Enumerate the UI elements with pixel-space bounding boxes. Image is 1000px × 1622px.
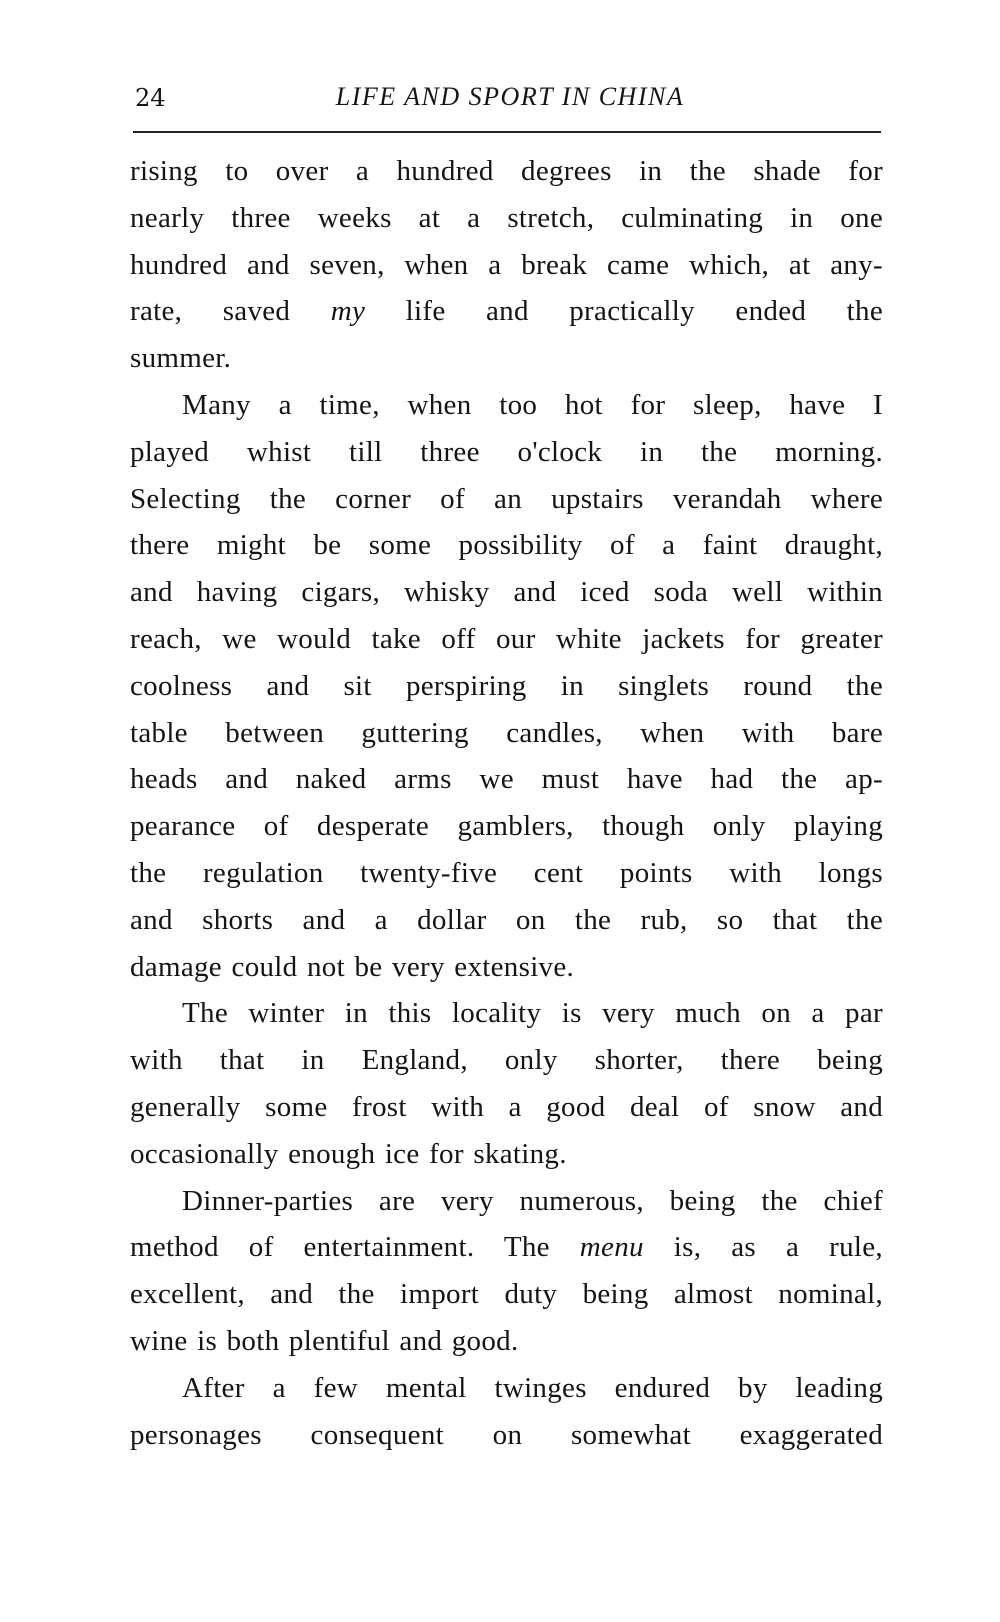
- text-line: pearance of desperate gamblers, though only playing: [130, 810, 883, 843]
- text-line: Selecting the corner of an upstairs verandah where: [130, 482, 883, 515]
- text-line: with that in England, only shorter, there being: [130, 1044, 883, 1077]
- text-line: Dinner-parties are very numerous, being the chief: [182, 1184, 883, 1217]
- text-line: there might be some possibility of a faint draught,: [130, 529, 883, 562]
- italic-text: my: [330, 295, 366, 328]
- paragraph: [130, 1365, 883, 1459]
- text-line: wine is both plentiful and good.: [130, 1324, 519, 1357]
- text-line: table between guttering candles, when with bare: [130, 716, 883, 749]
- text-line: rate, saved my life and practically ended the: [130, 295, 883, 328]
- text-line: and shorts and a dollar on the rub, so that the: [130, 903, 883, 936]
- text-line: rising to over a hundred degrees in the shade for: [130, 155, 883, 187]
- paragraph: [130, 1178, 883, 1365]
- text-line: excellent, and the import duty being almost nominal,: [130, 1278, 883, 1311]
- text-line: generally some frost with a good deal of snow and: [130, 1090, 883, 1123]
- text-line: reach, we would take off our white jackets for greater: [130, 622, 883, 655]
- text-line: occasionally enough ice for skating.: [130, 1137, 567, 1170]
- paragraph: [130, 382, 883, 990]
- text-line: summer.: [130, 342, 232, 375]
- text-line: heads and naked arms we must have had the ap-: [130, 763, 883, 796]
- page-number: 24: [135, 84, 166, 112]
- text-line: coolness and sit perspiring in singlets round the: [130, 669, 883, 702]
- text-line: method of entertainment. The menu is, as a rule,: [130, 1231, 883, 1264]
- text-line: and having cigars, whisky and iced soda well within: [130, 576, 883, 609]
- header-rule: [133, 131, 881, 133]
- italic-text: menu: [579, 1231, 644, 1264]
- paragraph: [130, 990, 883, 1177]
- text-line: nearly three weeks at a stretch, culminating in one: [130, 201, 883, 234]
- paragraph: [130, 148, 883, 382]
- text-line: personages consequent on somewhat exaggerated: [130, 1418, 883, 1451]
- page-body: [130, 148, 883, 1458]
- text-line: hundred and seven, when a break came which, at any-: [130, 248, 883, 281]
- text-line: Many a time, when too hot for sleep, have I: [182, 388, 883, 421]
- text-line: damage could not be very extensive.: [130, 950, 575, 983]
- running-title: LIFE AND SPORT IN CHINA: [335, 82, 685, 111]
- text-line: the regulation twenty-five cent points with longs: [130, 856, 883, 889]
- text-line: The winter in this locality is very much on a par: [182, 997, 883, 1030]
- text-line: played whist till three o'clock in the morning.: [130, 435, 883, 468]
- text-line: After a few mental twinges endured by leading: [182, 1371, 883, 1404]
